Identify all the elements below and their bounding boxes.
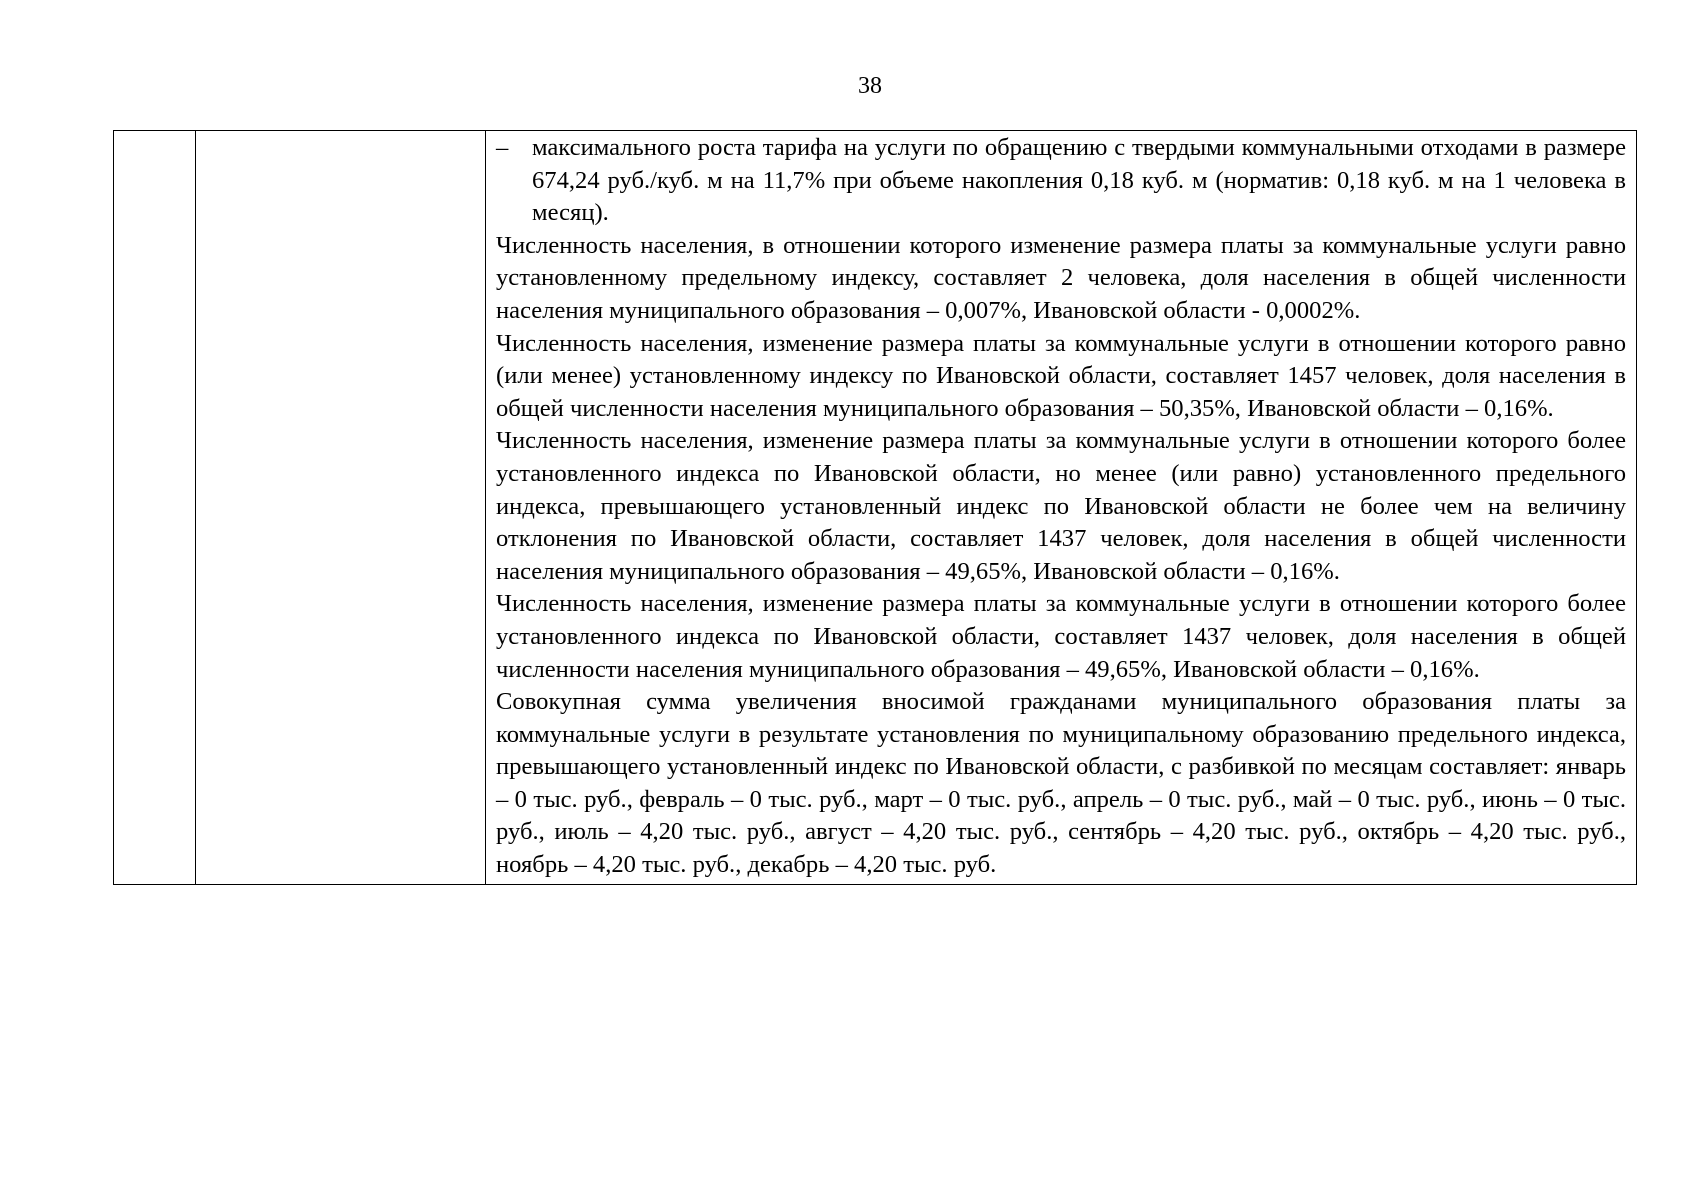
document-table — [113, 130, 1637, 885]
bullet-dash: – — [496, 134, 509, 161]
bullet-item — [496, 132, 1626, 230]
page-number: 38 — [858, 73, 882, 99]
paragraph: Совокупная сумма увеличения вносимой гражданами муниципального образования платы за коммунальные услуги в результате установления по муниципальному образованию предельного индекса, превышающего установленный индекс по Ивановской области, с разбивкой по месяцам составляет: январь – 0 тыс. руб., февраль – 0 тыс. руб., март – 0 тыс. руб., апрель – 0 тыс. руб., май – 0 тыс. руб., июнь – 0 тыс. руб., июль – 4,20 тыс. руб., август – 4,20 тыс. руб., сентябрь – 4,20 тыс. руб., октябрь – 4,20 тыс. руб., ноябрь – 4,20 тыс. руб., декабрь – 4,20 тыс. руб. — [496, 688, 1626, 879]
table-cell-number — [114, 131, 196, 885]
bullet-text: максимального роста тарифа на услуги по обращению с твердыми коммунальными отходами в размере 674,24 руб./куб. м на 11,7% при объеме накопления 0,18 куб. м (норматив: 0,18 куб. м на 1 человека в месяц). — [532, 134, 1626, 227]
table-cell-content — [486, 131, 1637, 885]
paragraph: Численность населения, изменение размера платы за коммунальные услуги в отношении которого равно (или менее) установленному индексу по Ивановской области, составляет 1457 человек, доля населения в общей численности населения муниципального образования – 50,35%, Ивановской области – 0,16%. — [496, 329, 1626, 422]
paragraph: Численность населения, изменение размера платы за коммунальные услуги в отношении которого более установленного индекса по Ивановской области, составляет 1437 человек, доля населения в общей численности населения муниципального образования – 49,65%, Ивановской области – 0,16%. — [496, 590, 1626, 683]
paragraph: Численность населения, в отношении которого изменение размера платы за коммунальные услуги равно установленному предельному индексу, составляет 2 человека, доля населения в общей численности населения муниципального образования – 0,007%, Ивановской области - 0,0002%. — [496, 231, 1626, 324]
table-cell-name — [196, 131, 486, 885]
table-row — [114, 131, 1637, 885]
paragraph: Численность населения, изменение размера платы за коммунальные услуги в отношении которого более установленного индекса по Ивановской области, но менее (или равно) установленного предельного индекса, превышающего установленный индекс по Ивановской области не более чем на величину отклонения по Ивановской области, составляет 1437 человек, доля населения в общей численности населения муниципального образования – 49,65%, Ивановской области – 0,16%. — [496, 427, 1626, 585]
